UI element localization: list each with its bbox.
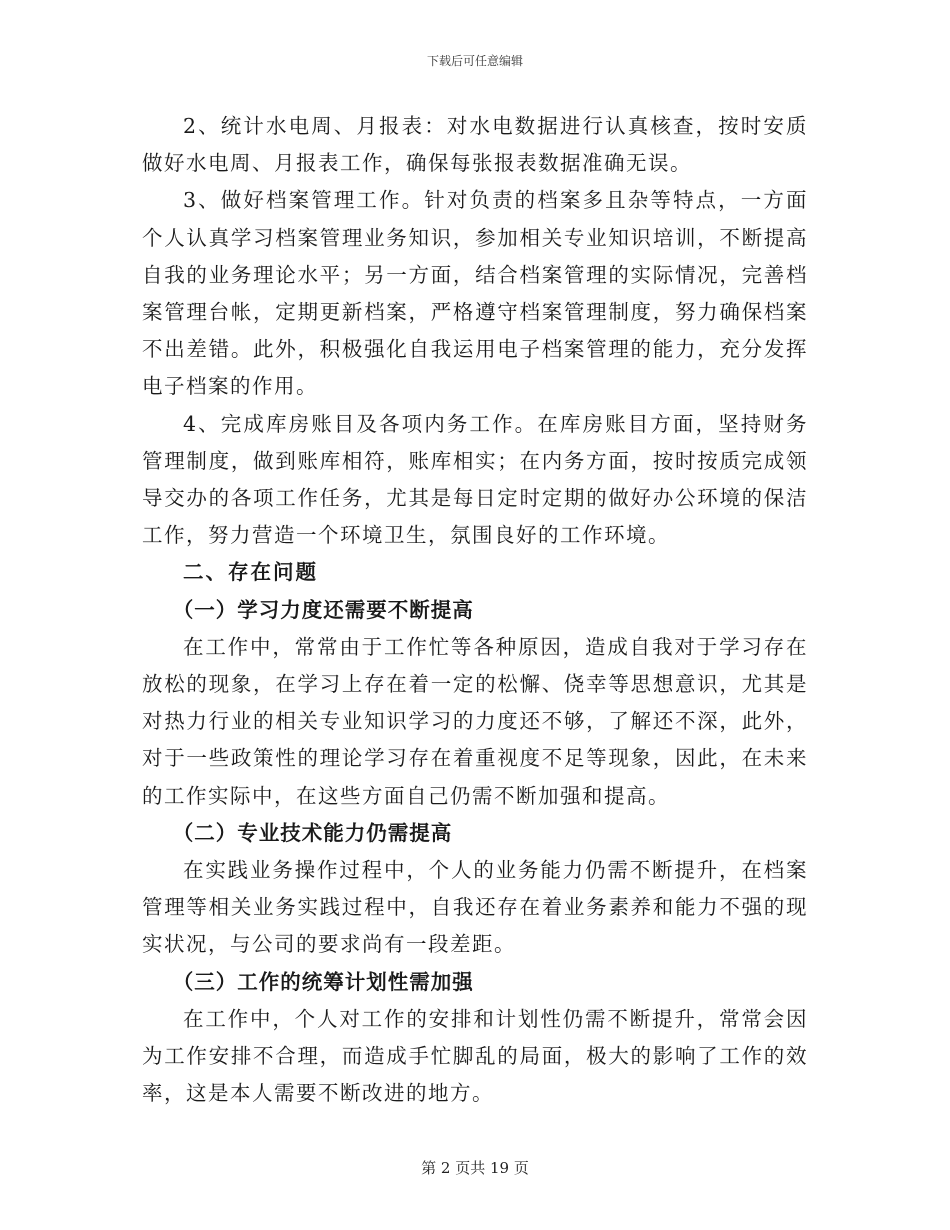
paragraph-planning: 在工作中，个人对工作的安排和计划性仍需不断提升，常常会因为工作安排不合理，而造成手忙脚乱的局面，极大的影响了工作的效率，这是本人需要不断改进的地方。 xyxy=(142,1006,808,1106)
paragraph-learning: 在工作中，常常由于工作忙等各种原因，造成自我对于学习存在放松的现象，在学习上存在着一定的松懈、侥幸等思想意识，尤其是对热力行业的相关专业知识学习的力度还不够，了解还不深，此外，对于一些政策性的理论学习存在着重视度不足等现象，因此，在未来的工作实际中，在这些方面自己仍需不断加强和提高。 xyxy=(142,634,808,808)
subheading-technical-ability: （二）专业技术能力仍需提高 xyxy=(172,820,453,845)
page-number: 第 2 页共 19 页 xyxy=(421,1159,529,1177)
paragraph-technical-ability: 在实践业务操作过程中，个人的业务能力仍需不断提升，在档案管理等相关业务实践过程中，自我还存在着业务素养和能力不强的现实状况，与公司的要求尚有一段差距。 xyxy=(142,858,808,957)
page-header-note: 下载后可任意编辑 xyxy=(426,54,523,68)
paragraph-water-electric-report: 2、统计水电周、月报表：对水电数据进行认真核查，按时安质做好水电周、月报表工作，确保每张报表数据准确无误。 xyxy=(142,114,808,176)
paragraph-warehouse-accounts: 4、完成库房账目及各项内务工作。在库房账目方面，坚持财务管理制度，做到账库相符，账库相实；在内务方面，按时按质完成领导交办的各项工作任务，尤其是每日定时定期的做好办公环境的保洁工作，努力营造一个环境卫生，氛围良好的工作环境。 xyxy=(142,411,808,548)
section-heading-problems: 二、存在问题 xyxy=(183,560,318,585)
document-body xyxy=(142,108,808,1112)
subheading-planning: （三）工作的统筹计划性需加强 xyxy=(172,969,474,994)
paragraph-archive-management: 3、做好档案管理工作。针对负责的档案多且杂等特点，一方面个人认真学习档案管理业务知识，参加相关专业知识培训，不断提高自我的业务理论水平；另一方面，结合档案管理的实际情况，完善档案管理台帐，定期更新档案，严格遵守档案管理制度，努力确保档案不出差错。此外，积极强化自我运用电子档案管理的能力，充分发挥电子档案的作用。 xyxy=(142,188,808,399)
subheading-learning: （一）学习力度还需要不断提高 xyxy=(172,597,474,622)
